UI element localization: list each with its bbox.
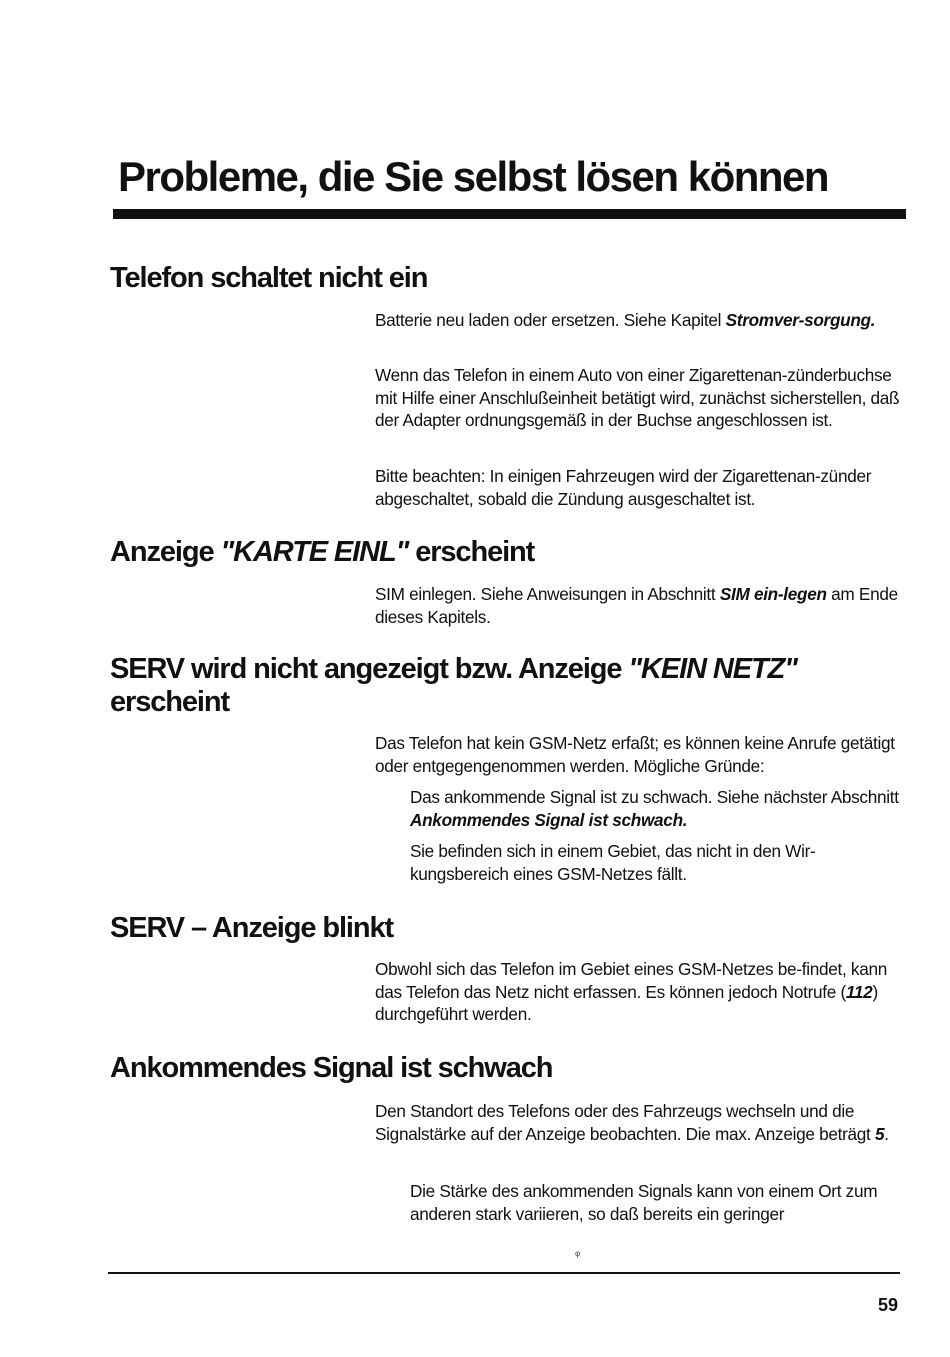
title-rule: [113, 209, 906, 219]
footer-rule: [108, 1272, 900, 1274]
section-heading-serv-blinks: SERV – Anzeige blinkt: [110, 912, 394, 944]
paragraph: Die Stärke des ankommenden Signals kann von einem Ort zum anderen stark variieren, so daß bereits ein geringer: [410, 1181, 878, 1224]
cross-reference: Ankommendes Signal ist schwach.: [410, 809, 688, 830]
paragraph: Obwohl sich das Telefon im Gebiet eines GSM-Netzes be-findet, kann das Telefon das Netz nicht erfassen. Es können jedoch Notrufe (112) durchgeführt werden.: [375, 959, 888, 1024]
paragraph: Sie befinden sich in einem Gebiet, das nicht in den Wir-kungsbereich eines GSM-Netzes fällt.: [410, 841, 816, 884]
paragraph: SIM einlegen. Siehe Anweisungen in Abschnitt SIM ein-legen am Ende dieses Kapitels.: [375, 584, 898, 627]
max-signal-value: 5: [874, 1123, 885, 1144]
section-heading-no-network: SERV wird nicht angezeigt bzw. Anzeige "KEIN NETZ" erscheint: [110, 653, 797, 718]
section-heading-insert-card: Anzeige "KARTE EINL" erscheint: [110, 536, 535, 568]
paragraph: Batterie neu laden oder ersetzen. Siehe Kapitel Stromver-sorgung.: [375, 310, 876, 330]
emergency-number: 112: [845, 981, 873, 1002]
page-number: 59: [877, 1295, 898, 1315]
cross-reference: SIM ein-legen: [719, 584, 827, 604]
paragraph: Das Telefon hat kein GSM-Netz erfaßt; es können keine Anrufe getätigt oder entgegengenommen werden. Mögliche Gründe:: [375, 733, 895, 776]
section-heading-weak-signal: Ankommendes Signal ist schwach: [110, 1052, 553, 1084]
paragraph: Das ankommende Signal ist zu schwach. Siehe nächster Abschnitt Ankommendes Signal ist schwach.: [410, 787, 899, 830]
paragraph: Wenn das Telefon in einem Auto von einer Zigarettenan-zünderbuchse mit Hilfe einer Anschlußeinheit betätigt wird, zunächst sicherstellen, daß der Adapter ordnungsgemäß in der Buchse angeschlossen ist.: [375, 365, 900, 430]
paragraph: Bitte beachten: In einigen Fahrzeugen wird der Zigarettenan-zünder abgeschaltet, sobald die Zündung ausgeschaltet ist.: [375, 466, 872, 509]
paragraph: Den Standort des Telefons oder des Fahrzeugs wechseln und die Signalstärke auf der Anzeige beobachten. Die max. Anzeige beträgt 5.: [375, 1101, 889, 1144]
cross-reference: Stromver-sorgung.: [725, 310, 876, 330]
section-heading-power: Telefon schaltet nicht ein: [110, 262, 428, 294]
page-title: Probleme, die Sie selbst lösen können: [118, 153, 829, 200]
print-speck: ᵠ: [575, 1248, 581, 1262]
